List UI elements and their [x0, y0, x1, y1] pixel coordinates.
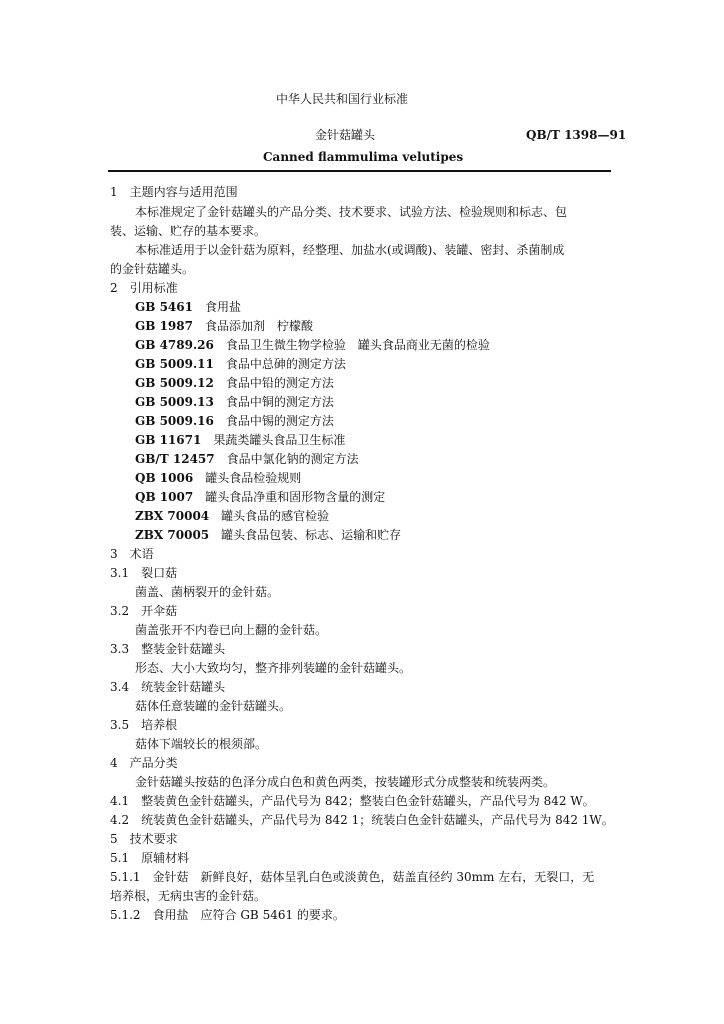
reference-item: [135, 414, 334, 428]
document-number: QB/T 1398—91: [526, 128, 627, 142]
section-1-paragraph: 的金针菇罐头。: [110, 262, 195, 276]
section-3-2-text: 菌盖张开不内卷已向上翻的金针菇。: [135, 623, 328, 637]
reference-code: GB 5009.16: [135, 414, 214, 428]
reference-name: 罐头食品的感官检验: [221, 509, 330, 523]
reference-name: 罐头食品检验规则: [205, 471, 302, 485]
section-3-4-heading: 3.4 统装金针菇罐头: [110, 680, 226, 694]
reference-item: [135, 300, 241, 314]
reference-code: GB 5461: [135, 300, 193, 314]
section-3-3-heading: 3.3 整装金针菇罐头: [110, 642, 226, 656]
reference-item: [135, 395, 334, 409]
reference-name: 食品中总砷的测定方法: [225, 357, 346, 371]
reference-code: ZBX 70005: [135, 528, 210, 542]
reference-name: 食品中铜的测定方法: [225, 395, 334, 409]
reference-item: [135, 433, 345, 447]
section-1-paragraph: 装、运输、贮存的基本要求。: [110, 224, 267, 238]
section-5-1-2-text: 5.1.2 食用盐 应符合 GB 5461 的要求。: [110, 908, 345, 922]
reference-item: [135, 490, 385, 504]
reference-item: [135, 376, 334, 390]
document-title-en: Canned flammulima velutipes: [263, 150, 464, 164]
reference-code: ZBX 70004: [135, 509, 210, 523]
section-4-text: 金针菇罐头按菇的色泽分成白色和黄色两类，按装罐形式分成整装和统装两类。: [135, 775, 556, 789]
reference-name: 果蔬类罐头食品卫生标准: [213, 433, 346, 447]
section-4-2-text: 4.2 统装黄色金针菇罐头，产品代号为 842 1；统装白色金针菇罐头，产品代号为 842 1W。: [110, 813, 614, 827]
header-divider: [108, 170, 611, 172]
national-standard-title: 中华人民共和国行业标准: [276, 92, 409, 106]
reference-code: GB/T 12457: [135, 452, 215, 466]
section-5-heading: 5 技术要求: [110, 832, 178, 846]
section-3-3-text: 形态、大小大致均匀，整齐排列装罐的金针菇罐头。: [135, 661, 412, 675]
section-2-heading: 2 引用标准: [110, 281, 178, 295]
reference-name: 食用盐: [204, 300, 241, 314]
reference-name: 罐头食品净重和固形物含量的测定: [205, 490, 386, 504]
reference-item: [135, 357, 346, 371]
section-4-1-text: 4.1 整装黄色金针菇罐头，产品代号为 842；整装白色金针菇罐头，产品代号为 842 W。: [110, 794, 595, 808]
reference-item: [135, 509, 329, 523]
reference-code: GB 4789.26: [135, 338, 214, 352]
section-3-1-text: 菌盖、菌柄裂开的金针菇。: [135, 585, 280, 599]
section-1-paragraph: 本标准规定了金针菇罐头的产品分类、技术要求、试验方法、检验规则和标志、包: [135, 205, 568, 219]
reference-item: [135, 319, 313, 333]
reference-code: GB 5009.12: [135, 376, 214, 390]
reference-name: 食品中锡的测定方法: [225, 414, 334, 428]
reference-name: 罐头食品包装、标志、运输和贮存: [221, 528, 402, 542]
section-3-4-text: 菇体任意装罐的金针菇罐头。: [135, 699, 292, 713]
reference-name: 食品中氯化钠的测定方法: [226, 452, 359, 466]
reference-code: GB 5009.13: [135, 395, 214, 409]
section-4-heading: 4 产品分类: [110, 756, 178, 770]
section-3-1-heading: 3.1 裂口菇: [110, 566, 178, 580]
document-title-cn: 金针菇罐头: [315, 128, 376, 142]
reference-code: GB 5009.11: [135, 357, 214, 371]
section-3-heading: 3 术语: [110, 547, 154, 561]
section-1-heading: 1 主题内容与适用范围: [110, 185, 238, 199]
reference-name: 食品添加剂 柠檬酸: [204, 319, 313, 333]
section-5-1-1-text: 5.1.1 金针菇 新鲜良好，菇体呈乳白色或淡黄色，菇盖直径约 30mm 左右，无裂口，无: [110, 870, 595, 884]
reference-code: GB 11671: [135, 433, 202, 447]
section-3-5-text: 菇体下端较长的根须部。: [135, 737, 268, 751]
reference-item: [135, 471, 301, 485]
reference-item: [135, 452, 359, 466]
reference-code: GB 1987: [135, 319, 193, 333]
reference-name: 食品中铅的测定方法: [225, 376, 334, 390]
section-5-1-1-text: 培养根，无病虫害的金针菇。: [110, 889, 267, 903]
reference-code: QB 1006: [135, 471, 194, 485]
reference-item: [135, 528, 401, 542]
section-1-paragraph: 本标准适用于以金针菇为原料，经整理、加盐水(或调酸)、装罐、密封、杀菌制成: [135, 243, 565, 257]
section-3-2-heading: 3.2 开伞菇: [110, 604, 178, 618]
reference-item: [135, 338, 490, 352]
section-3-5-heading: 3.5 培养根: [110, 718, 178, 732]
reference-code: QB 1007: [135, 490, 194, 504]
section-5-1-heading: 5.1 原辅材料: [110, 851, 190, 865]
reference-name: 食品卫生微生物学检验 罐头食品商业无菌的检验: [225, 338, 490, 352]
